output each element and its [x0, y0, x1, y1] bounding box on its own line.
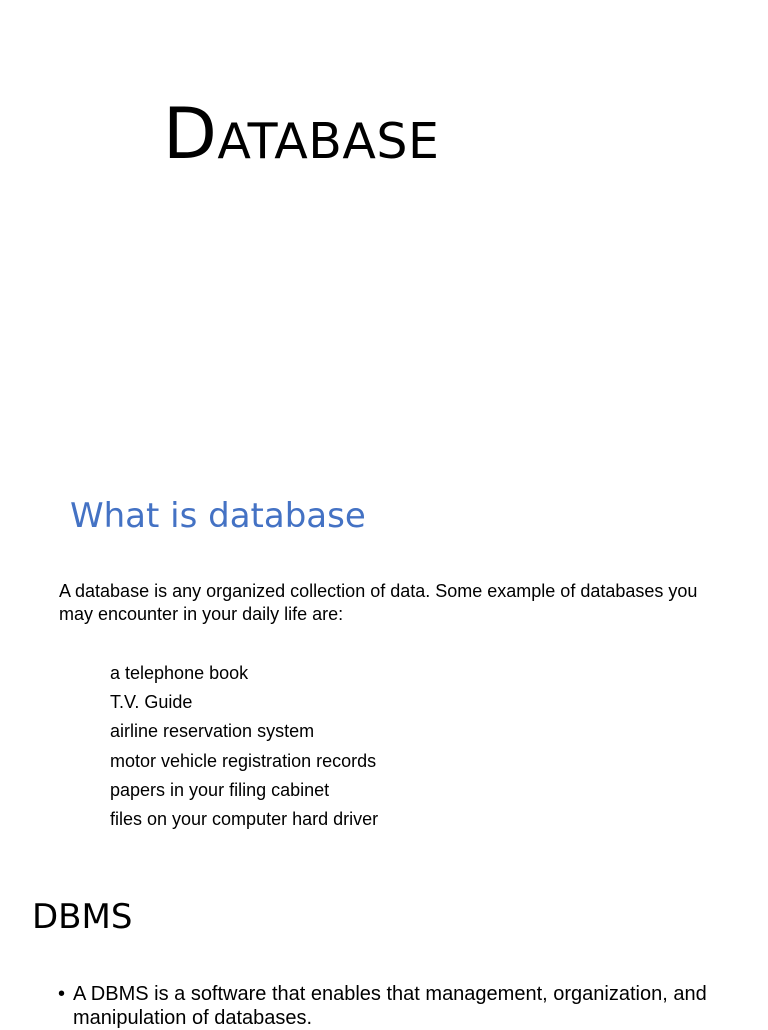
- example-item: a telephone book: [110, 663, 249, 683]
- example-item: motor vehicle registration records: [110, 750, 377, 771]
- example-item: files on your computer hard driver: [110, 808, 379, 829]
- example-item: papers in your filing cabinet: [110, 779, 330, 800]
- example-item: T.V. Guide: [110, 692, 193, 713]
- section-heading-what-is-database: What is database: [70, 496, 366, 536]
- dbms-bullet-list: [58, 982, 718, 1030]
- example-list: [110, 659, 378, 834]
- section-heading-dbms: DBMS: [32, 897, 133, 937]
- slide-title: Database: [163, 93, 440, 175]
- example-item: airline reservation system: [110, 721, 315, 742]
- bullet-icon: •: [58, 983, 66, 1005]
- dbms-bullet-text: A DBMS is a software that enables that management, organization, and manipulation of databases.: [73, 983, 707, 1029]
- intro-paragraph: A database is any organized collection of data. Some example of databases you may encounter in your daily life are:: [59, 581, 698, 624]
- dbms-bullet-item: [58, 982, 718, 1030]
